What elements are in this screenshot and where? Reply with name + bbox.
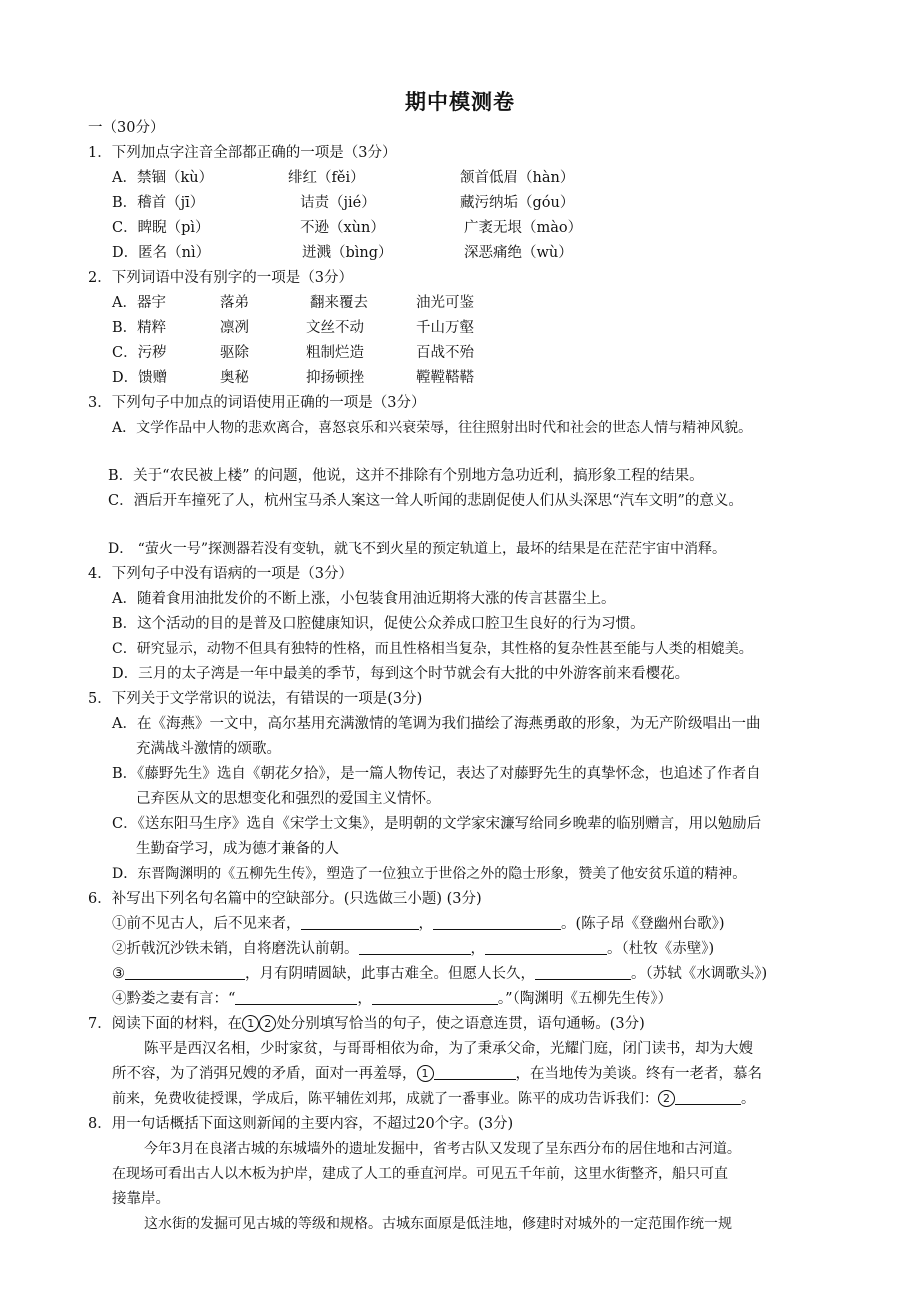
q2-b-3: 文丝不动 xyxy=(306,320,364,336)
q6-line4-text: ④黔娄之妻有言：“ xyxy=(112,991,236,1007)
q7-line3-text: 前来，免费收徒授课，学成后，陈平辅佐刘邦，成就了一番事业。陈平的成功告诉我们： xyxy=(112,1091,658,1107)
q2-d-3: 抑扬顿挫 xyxy=(306,370,364,386)
q6-blank-4b[interactable] xyxy=(372,989,498,1005)
q7-blank-2[interactable] xyxy=(675,1089,741,1105)
q6-stem: 6．补写出下列名句名篇中的空缺部分。(只选做三小题) (3分) xyxy=(88,891,482,907)
q8-paragraph-line1: 今年3月在良渚古城的东城墙外的遗址发掘中，省考古队又发现了呈东西分布的居住地和古河道。 xyxy=(144,1141,741,1157)
q4-stem: 4．下列句子中没有语病的一项是（3分） xyxy=(88,566,353,582)
q5-option-b-line2: 己弃医从文的思想变化和强烈的爱国主义情怀。 xyxy=(136,791,441,807)
q7-stem-text-b: 处分别填写恰当的句子，使之语意连贯，语句通畅。(3分) xyxy=(276,1016,645,1032)
q5-option-d: D．东晋陶渊明的《五柳先生传》，塑造了一位独立于世俗之外的隐士形象，赞美了他安贫乐道的精神。 xyxy=(112,866,747,882)
q7-line2-rest: ，在当地传为美谈。终有一老者，慕名 xyxy=(515,1066,762,1082)
q6-line2-text: ②折戟沉沙铁未销，自将磨洗认前朝。 xyxy=(112,941,359,957)
q4-option-c: C．研究显示，动物不但具有独特的性格，而且性格相当复杂，其性格的复杂性甚至能与人类的相媲美。 xyxy=(112,641,753,657)
q2-c-3: 粗制烂造 xyxy=(306,345,364,361)
q5-option-a-line2: 充满战斗激情的颂歌。 xyxy=(136,741,281,757)
q7-marker-1: 1 xyxy=(242,1015,259,1032)
q1-b-2: 诘责（jié） xyxy=(300,195,376,211)
q3-option-c: C．酒后开车撞死了人，杭州宝马杀人案这一耸人听闻的悲剧促使人们从头深思“汽车文明”的意义。 xyxy=(108,493,743,509)
q6-line4-sep: ， xyxy=(357,991,372,1007)
q2-c-4: 百战不殆 xyxy=(416,345,474,361)
q6-line3-mid: ，月有阴晴圆缺，此事古难全。但愿人长久， xyxy=(245,966,535,982)
q5-option-a-line1: A．在《海燕》一文中，高尔基用充满激情的笔调为我们描绘了海燕勇敢的形象，为无产阶级唱出一曲 xyxy=(112,716,761,732)
q1-d-2: 迸溅（bìng） xyxy=(302,245,393,261)
q1-a-2: 绯红（fěi） xyxy=(288,170,365,186)
q2-a-3: 翻来覆去 xyxy=(310,295,368,311)
q1-a-1: A．禁锢（kù） xyxy=(112,170,214,186)
q5-option-b-line1: B．《藤野先生》选自《朝花夕拾》，是一篇人物传记，表达了对藤野先生的真挚怀念，也追述了作者自 xyxy=(112,766,761,782)
q7-blank-marker-1: 1 xyxy=(417,1065,434,1082)
q6-line2-end: 。（杜牧《赤壁》) xyxy=(607,941,715,957)
q6-blank-1b[interactable] xyxy=(433,914,561,930)
q7-marker-2: 2 xyxy=(259,1015,276,1032)
q8-paragraph-line3: 接靠岸。 xyxy=(112,1191,170,1207)
q6-line2-sep: ， xyxy=(470,941,485,957)
q1-d-1: D．匿名（nì） xyxy=(112,245,211,261)
q6-line4-end: 。”（陶渊明《五柳先生传》） xyxy=(497,991,673,1007)
q6-line3-end: 。（苏轼《水调歌头》) xyxy=(631,966,768,982)
q1-c-2: 不逊（xùn） xyxy=(300,220,385,236)
q2-c-1: C．污秽 xyxy=(112,345,167,361)
q1-b-1: B．稽首（jī） xyxy=(112,195,205,211)
q5-option-c-line2: 生勤奋学习，成为德才兼备的人 xyxy=(136,841,339,857)
q8-stem: 8．用一句话概括下面这则新闻的主要内容，不超过20个字。(3分) xyxy=(88,1116,514,1132)
q4-option-a: A．随着食用油批发价的不断上涨，小包装食用油近期将大涨的传言甚嚣尘上。 xyxy=(112,591,616,607)
q1-b-3: 藏污纳垢（góu） xyxy=(460,195,575,211)
q5-option-c-line1: C．《送东阳马生序》选自《宋学士文集》，是明朝的文学家宋濂写给同乡晚辈的临别赠言，用以勉励后 xyxy=(112,816,762,832)
page-title: 期中模测卷 xyxy=(405,90,515,114)
q6-line1-sep: ， xyxy=(418,916,433,932)
q2-d-4: 鞺鞺鞳鞳 xyxy=(416,370,474,386)
q6-blank-4a[interactable] xyxy=(235,989,357,1005)
q2-d-2: 奥秘 xyxy=(220,370,249,386)
q6-line-1 xyxy=(112,914,725,934)
q2-a-1: A．器宇 xyxy=(112,295,166,311)
q6-blank-2b[interactable] xyxy=(485,939,607,955)
q2-d-1: D．馈赠 xyxy=(112,370,168,386)
q4-option-b: B．这个活动的目的是普及口腔健康知识，促使公众养成口腔卫生良好的行为习惯。 xyxy=(112,616,645,632)
q7-line2-text: 所不容，为了消弭兄嫂的矛盾，面对一再羞辱， xyxy=(112,1066,417,1082)
q2-c-2: 驱除 xyxy=(220,345,249,361)
q7-line3-end: 。 xyxy=(741,1091,755,1107)
q2-a-2: 落弟 xyxy=(220,295,249,311)
q6-line3-text: ③ xyxy=(112,966,125,982)
q2-b-4: 千山万壑 xyxy=(416,320,474,336)
q7-paragraph-line3 xyxy=(112,1089,755,1109)
q4-option-d: D．三月的太子湾是一年中最美的季节，每到这个时节就会有大批的中外游客前来看樱花。 xyxy=(112,666,690,682)
q6-blank-3a[interactable] xyxy=(125,964,245,980)
q7-paragraph-line2 xyxy=(112,1064,762,1084)
q7-stem xyxy=(88,1014,645,1034)
q1-c-3: 广袤无垠（mào） xyxy=(464,220,583,236)
q2-b-2: 凛冽 xyxy=(220,320,249,336)
q3-option-a: A．文学作品中人物的悲欢离合，喜怒哀乐和兴衰荣辱，往往照射出时代和社会的世态人情与精神风貌。 xyxy=(112,420,753,436)
q1-c-1: C．睥睨（pì） xyxy=(112,220,210,236)
q7-blank-1[interactable] xyxy=(434,1064,516,1080)
q6-blank-3b[interactable] xyxy=(535,964,631,980)
q1-d-3: 深恶痛绝（wù） xyxy=(464,245,573,261)
q6-line-2 xyxy=(112,939,714,959)
q6-line-4 xyxy=(112,989,672,1009)
q5-stem: 5．下列关于文学常识的说法，有错误的一项是(3分) xyxy=(88,691,423,707)
q2-stem: 2．下列词语中没有别字的一项是（3分） xyxy=(88,270,353,286)
q2-b-1: B．精粹 xyxy=(112,320,167,336)
q8-paragraph-line2: 在现场可看出古人以木板为护岸，建成了人工的垂直河岸。可见五千年前，这里水街整齐，船只可直 xyxy=(112,1166,728,1182)
q3-stem: 3．下列句子中加点的词语使用正确的一项是（3分） xyxy=(88,395,426,411)
q7-blank-marker-2: 2 xyxy=(658,1090,675,1107)
q1-a-3: 颔首低眉（hàn） xyxy=(460,170,575,186)
q3-option-d: D． “萤火一号”探测器若没有变轨，就飞不到火星的预定轨道上，最坏的结果是在茫茫宇宙中消释。 xyxy=(108,541,726,557)
q3-option-b: B．关于“农民被上楼” 的问题，他说，这并不排除有个别地方急功近利，搞形象工程的结果。 xyxy=(108,468,704,484)
q8-paragraph-line4: 这水街的发掘可见古城的等级和规格。古城东面原是低洼地，修建时对城外的一定范围作统一规 xyxy=(144,1216,732,1232)
q7-stem-text-a: 7．阅读下面的材料，在 xyxy=(88,1016,243,1032)
q6-line1-text: ①前不见古人，后不见来者， xyxy=(112,916,301,932)
q6-blank-2a[interactable] xyxy=(359,939,471,955)
section-heading: 一（30分） xyxy=(88,120,165,136)
q2-a-4: 油光可鉴 xyxy=(416,295,474,311)
q6-blank-1a[interactable] xyxy=(301,914,419,930)
q6-line1-end: 。(陈子昂《登幽州台歌》) xyxy=(561,916,725,932)
q1-stem: 1．下列加点字注音全部都正确的一项是（3分） xyxy=(88,145,397,161)
q6-line-3 xyxy=(112,964,767,984)
q7-paragraph-line1: 陈平是西汉名相，少时家贫，与哥哥相依为命，为了秉承父命，光耀门庭，闭门读书，却为大嫂 xyxy=(144,1041,753,1057)
